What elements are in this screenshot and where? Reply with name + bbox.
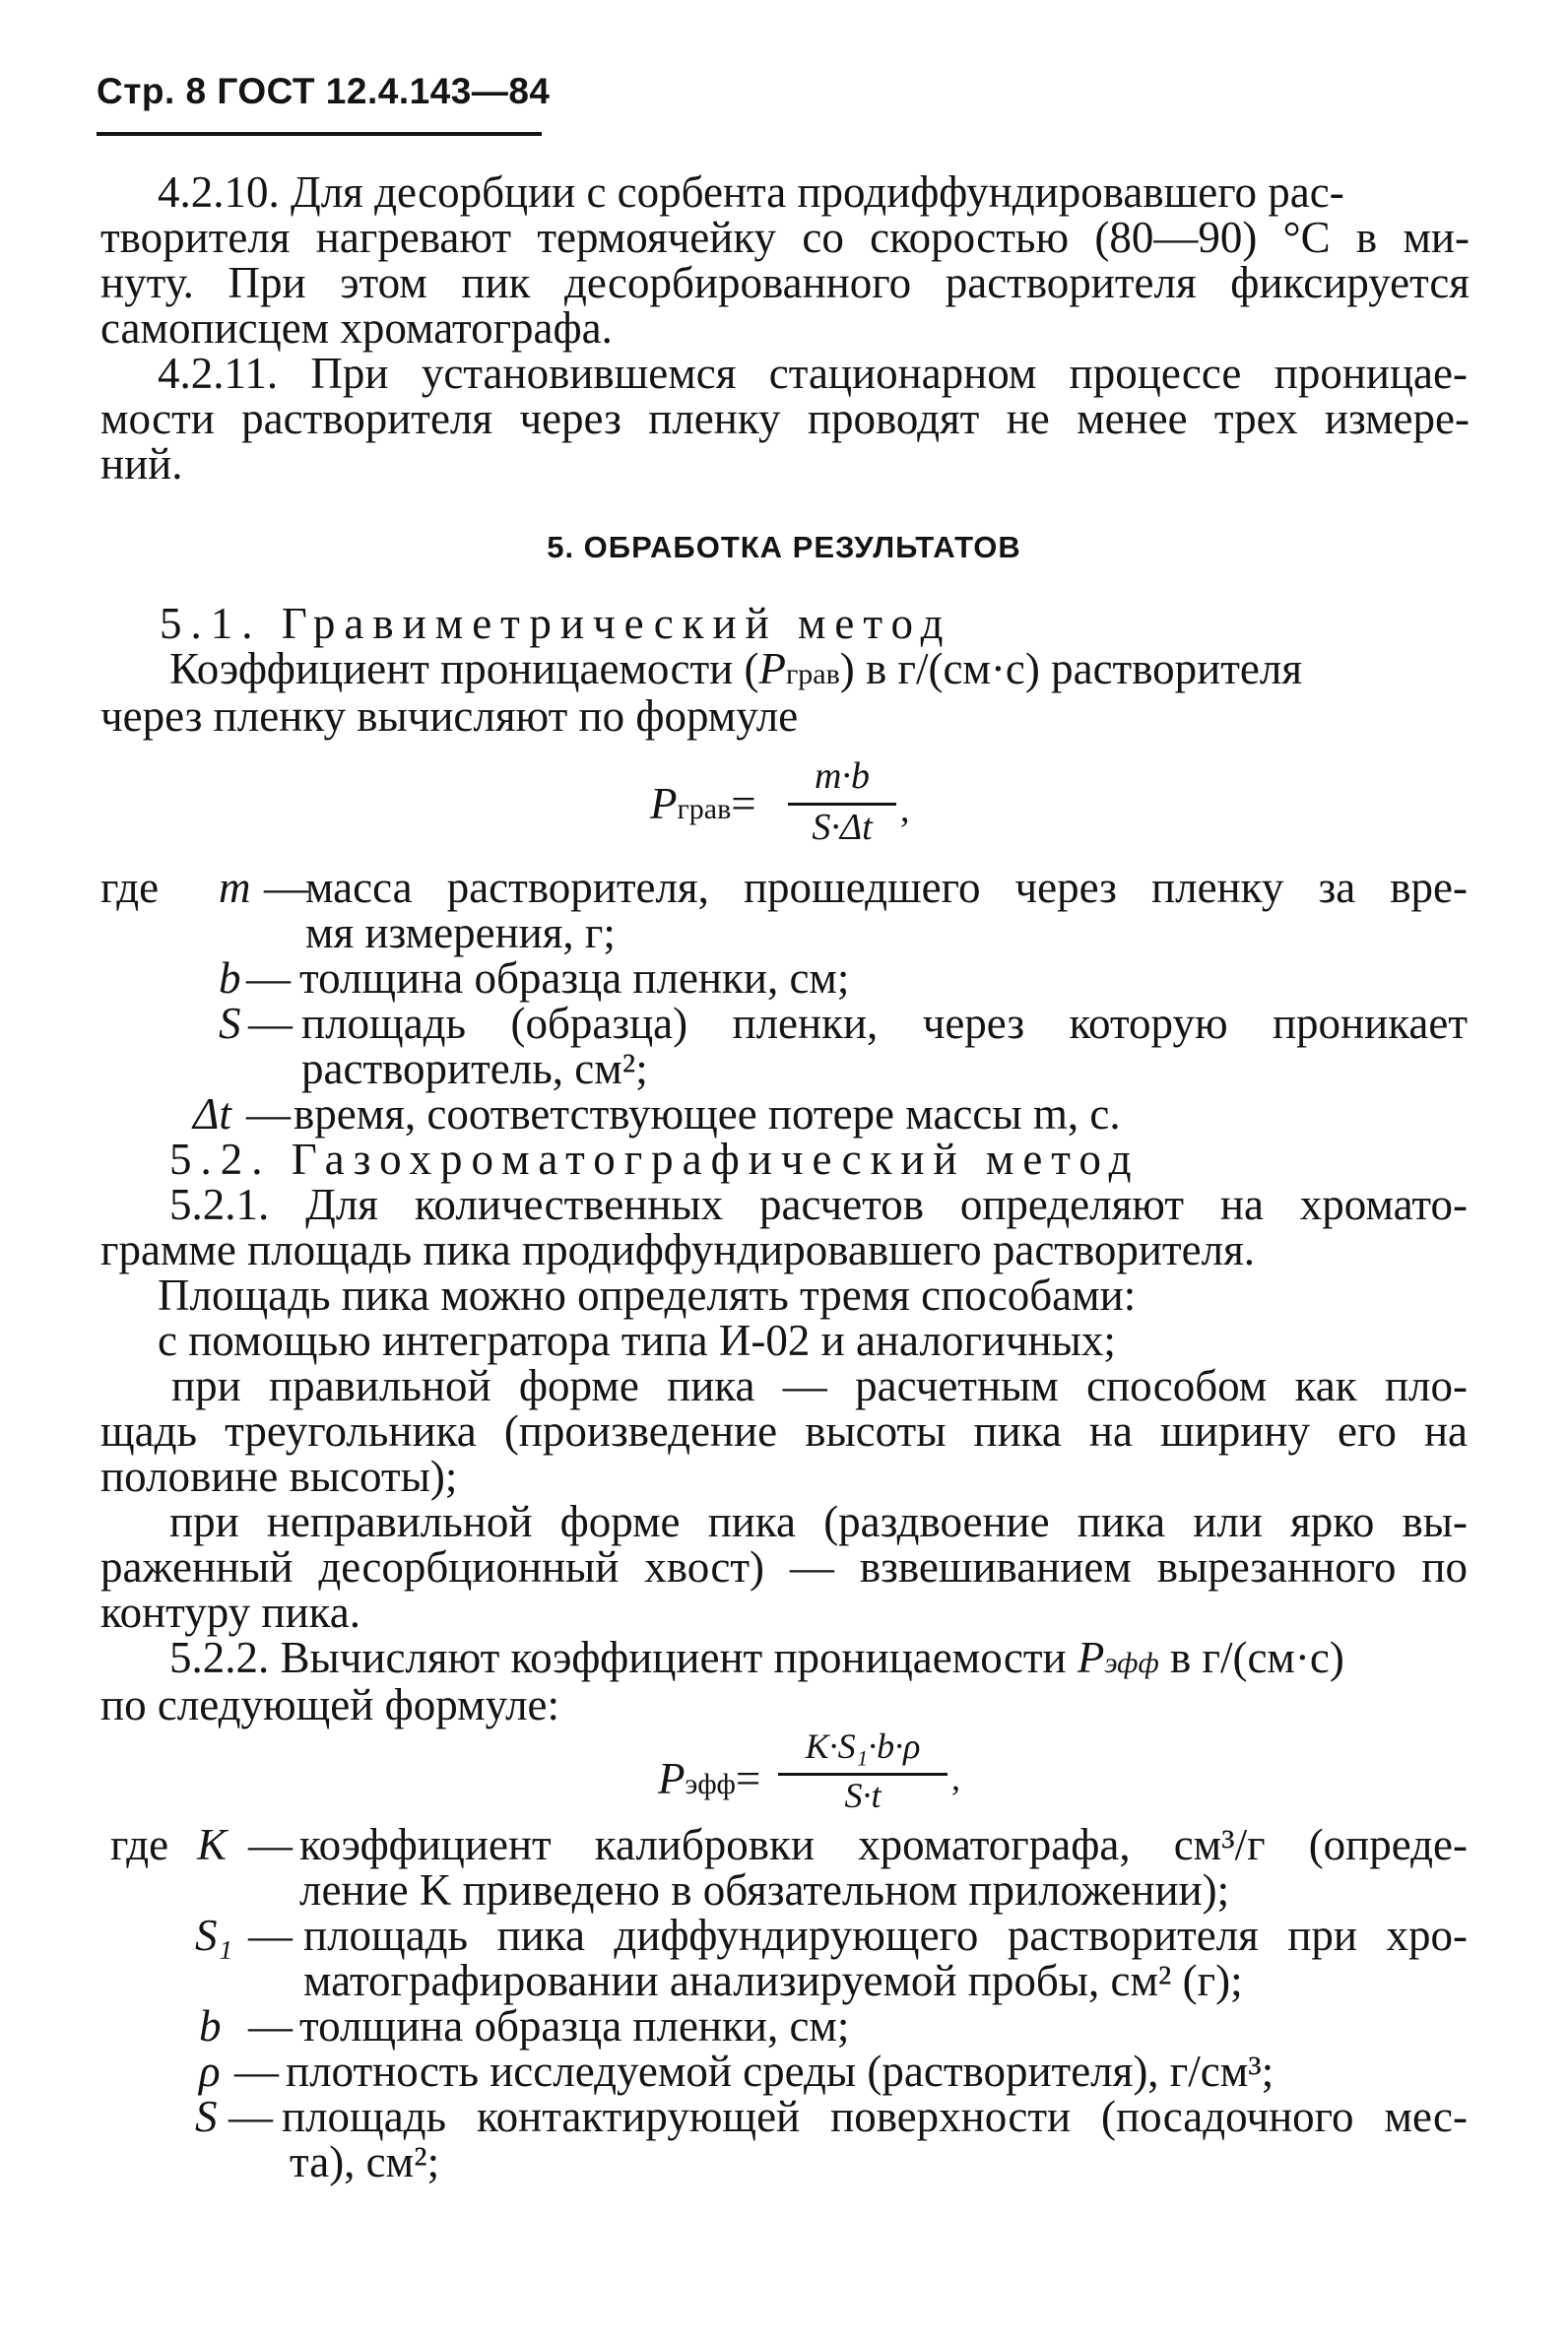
subsection-5-1-title: 5.1. Гравиметрический метод [160, 599, 952, 648]
formula-chromatographic-denominator: S·t [844, 1776, 882, 1815]
where-symbol: ρ [199, 2047, 221, 2096]
s521-line: с помощью интегратора типа И-02 и аналогичных; [158, 1316, 1116, 1365]
where-dash: — [248, 2001, 293, 2051]
where-dash: — [246, 953, 291, 1003]
where-definition-line: коэффициент калибровки хроматографа, см³/г (опреде- [299, 1820, 1468, 1869]
where-definition-line: растворитель, см²; [301, 1044, 648, 1093]
where-definition-line: масса растворителя, прошедшего через пленку за вре- [305, 863, 1468, 912]
where-definition-line: мя измерения, г; [305, 908, 616, 957]
where-dash: — [248, 1820, 293, 1869]
where-dash: — [264, 863, 308, 912]
s51-line1: Коэффициент проницаемости (Pграв) в г/(см·с) растворителя [169, 644, 1303, 693]
paragraph-4-2-10-line: нуту. При этом пик десорбированного растворителя фиксируется [100, 258, 1470, 307]
formula-gravimetric-denominator: S·Δt [812, 807, 873, 848]
s51-line2: через пленку вычисляют по формуле [100, 691, 799, 741]
s521-line: при неправильной форме пика (раздвоение пика или ярко вы- [169, 1497, 1468, 1546]
where-label: где [110, 1820, 169, 1869]
s521-line: при правильной форме пика — расчетным способом как пло- [171, 1361, 1468, 1410]
formula-chromatographic-numerator: K·S₁·b·ρ [805, 1726, 921, 1766]
where-definition-line: толщина образца пленки, см; [299, 2001, 850, 2051]
where-symbol: b [219, 953, 241, 1003]
formula-chromatographic-comma: , [951, 1758, 960, 1797]
s521-line: половине высоты); [100, 1452, 458, 1501]
page-header: Стр. 8 ГОСТ 12.4.143—84 [97, 71, 551, 111]
formula-chromatographic-lhs: Pэфф= [658, 1754, 761, 1803]
paragraph-4-2-10-line: творителя нагревают термоячейку со скоростью (80—90) °С в ми- [100, 213, 1470, 262]
paragraph-4-2-10-line: 4.2.10. Для десорбции с сорбента продиффундировавшего рас- [158, 167, 1344, 217]
s521-line: щадь треугольника (произведение высоты пика на ширину его на [100, 1406, 1468, 1456]
where-definition-line: площадь (образца) пленки, через которую проникает [301, 999, 1468, 1048]
where-dash: — [248, 999, 293, 1048]
s522-line1: 5.2.2. Вычисляют коэффициент проницаемости Pэфф в г/(см·с) [169, 1633, 1344, 1682]
where-dash: — [248, 1911, 293, 1960]
where-symbol: K [197, 1820, 228, 1869]
where-symbol: S [219, 999, 241, 1048]
s521-line: 5.2.1. Для количественных расчетов определяют на хромато- [169, 1180, 1468, 1229]
where-symbol: b [199, 2001, 222, 2051]
where-symbol: S₁ [195, 1911, 233, 1960]
where-symbol: m [219, 863, 251, 912]
formula-gravimetric-lhs: Pграв= [650, 779, 756, 828]
s521-line: контуру пика. [100, 1588, 360, 1637]
s522-line2: по следующей формуле: [100, 1680, 560, 1729]
paragraph-4-2-11-line: мости растворителя через пленку проводят не менее трех измере- [100, 394, 1470, 443]
subsection-5-2-title: 5.2. Газохроматографический метод [169, 1135, 1141, 1184]
s521-line: Площадь пика можно определять тремя способами: [158, 1270, 1137, 1320]
where-dash: — [234, 2047, 279, 2096]
where-definition-line: площадь пика диффундирующего растворителя при хро- [303, 1911, 1468, 1960]
where-definition-line: время, соответствующее потере массы m, с. [294, 1089, 1121, 1139]
where-label: где [100, 863, 160, 912]
where-definition-line: ление K приведено в обязательном приложении); [299, 1865, 1230, 1915]
formula-gravimetric-comma: , [900, 789, 910, 830]
paragraph-4-2-10-line: самописцем хроматографа. [100, 303, 613, 353]
paragraph-4-2-11-line: 4.2.11. При установившемся стационарном процессе проницае- [158, 349, 1468, 398]
formula-gravimetric-numerator: m·b [815, 755, 870, 797]
where-definition-line: толщина образца пленки, см; [299, 953, 850, 1003]
where-definition-line: матографировании анализируемой пробы, см² (г); [303, 1956, 1243, 2005]
where-definition-line: та), см²; [290, 2137, 440, 2186]
header-rule [97, 132, 542, 136]
s521-line: раженный десорбционный хвост) — взвешиванием вырезанного по [100, 1542, 1468, 1592]
where-dash: — [246, 1089, 291, 1139]
where-definition-line: площадь контактирующей поверхности (посадочного мес- [282, 2092, 1468, 2141]
s521-line: грамме площадь пика продиффундировавшего растворителя. [100, 1225, 1256, 1274]
where-symbol: Δt [193, 1089, 231, 1139]
paragraph-4-2-11-line: ний. [100, 439, 183, 489]
section-heading: 5. ОБРАБОТКА РЕЗУЛЬТАТОВ [547, 530, 1021, 564]
where-dash: — [229, 2092, 273, 2141]
where-symbol: S [195, 2092, 218, 2141]
where-definition-line: плотность исследуемой среды (растворителя), г/см³; [286, 2047, 1274, 2096]
